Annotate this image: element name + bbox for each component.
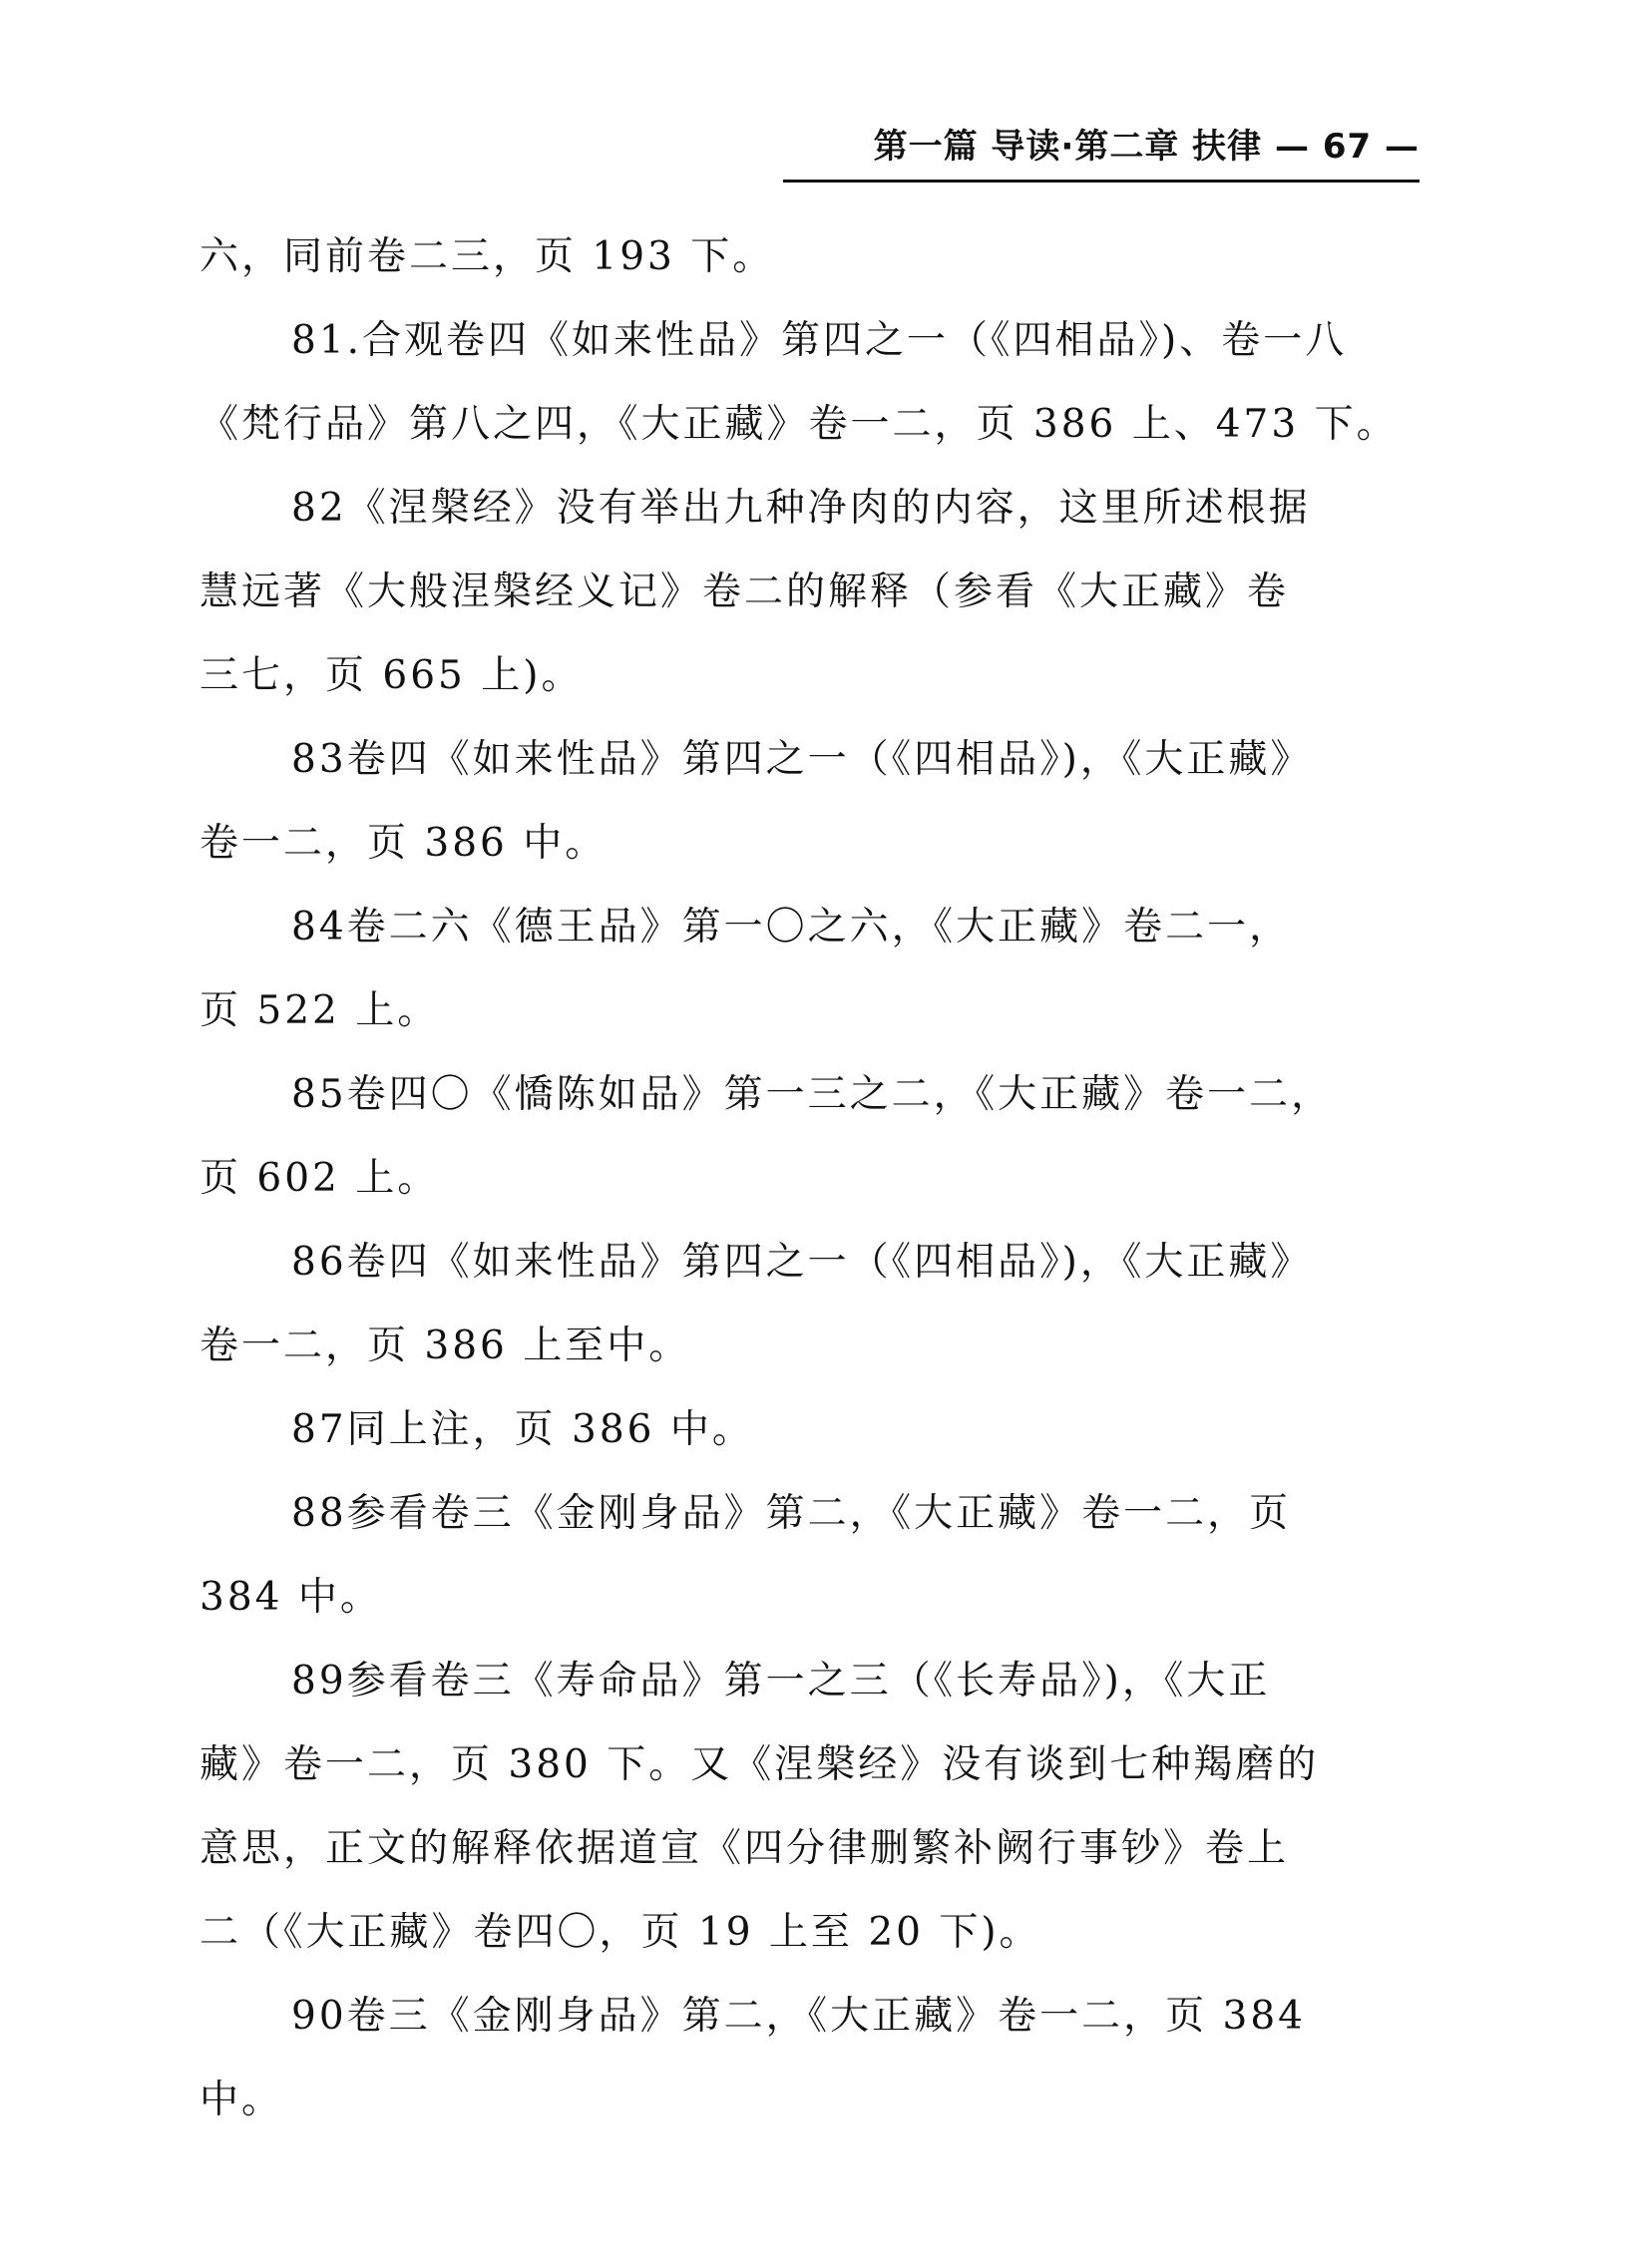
text-line: 中。 [200, 2078, 284, 2122]
footnote-82-line: 82《涅槃经》没有举出九种净肉的内容，这里所述根据 [291, 486, 1311, 531]
footnote-85-line: 85卷四〇《憍陈如品》第一三之二，《大正藏》卷一二， [291, 1072, 1334, 1117]
text-line: 慧远著《大般涅槃经义记》卷二的解释（参看《大正藏》卷 [200, 569, 1290, 614]
text-line: 藏》卷一二，页 380 下。又《涅槃经》没有谈到七种羯磨的 [200, 1742, 1320, 1787]
text-line: 六，同前卷二三，页 193 下。 [200, 234, 775, 279]
text-line: 384 中。 [200, 1575, 382, 1620]
footnote-90-line: 90卷三《金刚身品》第二，《大正藏》卷一二，页 384 [291, 1994, 1306, 2039]
text-line: 意思，正文的解释依据道宣《四分律删繁补阙行事钞》卷上 [200, 1826, 1290, 1871]
text-line: 卷一二，页 386 上至中。 [200, 1323, 691, 1368]
footnote-89-line: 89参看卷三《寿命品》第一之三（《长寿品》)，《大正 [291, 1659, 1271, 1703]
footnote-84-line: 84卷二六《德王品》第一〇之六，《大正藏》卷二一， [291, 905, 1292, 949]
footnote-86-line: 86卷四《如来性品》第四之一（《四相品》)，《大正藏》 [291, 1240, 1313, 1285]
text-line: 三七，页 665 上)。 [200, 653, 584, 698]
footnote-87-line: 87同上注，页 386 中。 [291, 1407, 754, 1452]
text-line: 页 522 上。 [200, 988, 440, 1033]
text-line: 《梵行品》第八之四，《大正藏》卷一二，页 386 上、473 下。 [200, 402, 1399, 447]
text-line: 二（《大正藏》卷四〇，页 19 上至 20 下)。 [200, 1910, 1041, 1955]
running-header: 第一篇 导读·第二章 扶律 — 67 — [783, 122, 1420, 183]
footnote-88-line: 88参看卷三《金刚身品》第二，《大正藏》卷一二，页 [291, 1491, 1292, 1536]
text-line: 页 602 上。 [200, 1156, 440, 1201]
footnote-83-line: 83卷四《如来性品》第四之一（《四相品》)，《大正藏》 [291, 737, 1313, 782]
footnote-81-line: 81.合观卷四《如来性品》第四之一（《四相品》)、卷一八 [291, 318, 1348, 363]
text-line: 卷一二，页 386 中。 [200, 821, 608, 866]
